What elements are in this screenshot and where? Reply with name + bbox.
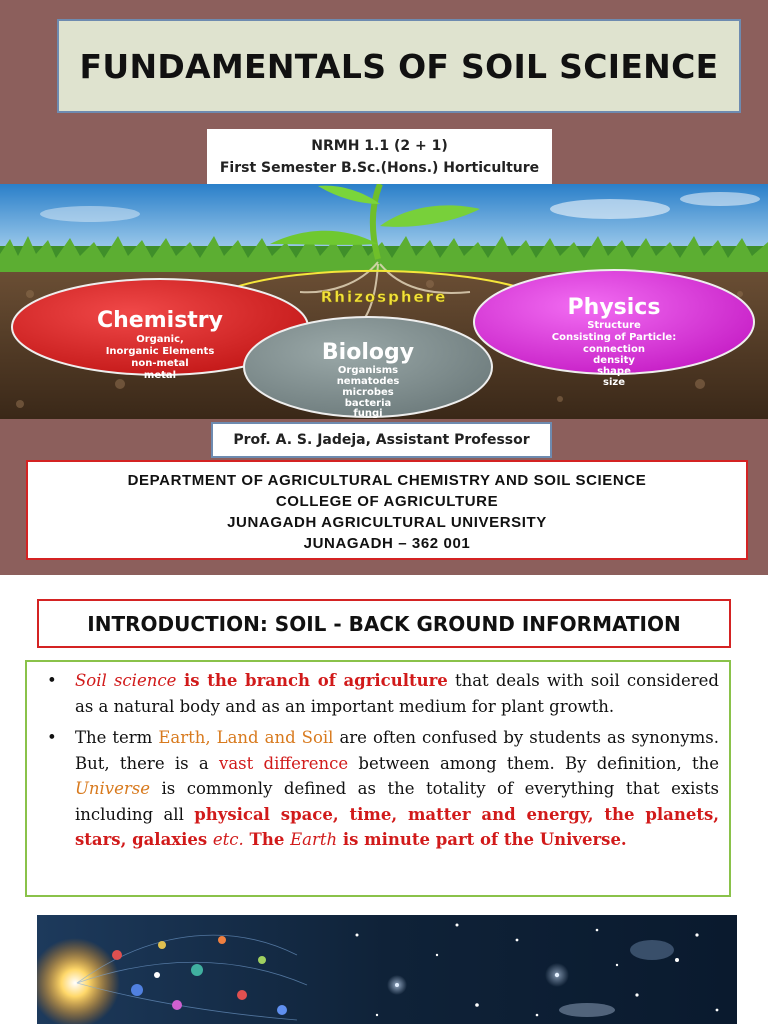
introduction-heading: INTRODUCTION: SOIL - BACK GROUND INFORMATION [87,611,681,636]
text-span: is commonly defined as the totality of everything that exists including all [75,779,719,824]
physics-line: Structure [587,320,641,331]
physics-line: density [593,355,635,366]
department-line: DEPARTMENT OF AGRICULTURAL CHEMISTRY AND SOIL SCIENCE [127,472,647,489]
text-span: physical space, time, matter and energy, the planets, stars, galaxies [75,804,719,849]
physics-line: Consisting of Particle: [551,332,677,343]
chemistry-line: metal [143,370,177,381]
soil-diagram-image [0,184,768,419]
text-span: Earth [290,830,338,849]
author-box [211,422,552,458]
biology-line: Organisms [337,365,399,376]
text-span: Earth, Land and Soil [158,728,334,747]
text-span: etc. [212,830,244,849]
bullet-marker: • [47,671,57,690]
physics-line: connection [583,344,645,355]
chemistry-title: Chemistry [97,308,223,333]
bullet-item [47,725,719,853]
text-span: Soil science [75,671,177,690]
physics-title: Physics [567,295,661,320]
chemistry-line: Organic, [136,334,184,345]
text-span: The [243,830,291,849]
bullet-item [47,668,719,719]
text-span: between among them. By definition, the [348,753,719,773]
bullet-marker: • [47,728,57,747]
chemistry-line: non-metal [131,358,189,369]
course-box [207,129,552,186]
text-span: is the branch of agriculture [176,671,448,690]
text-span: are often confused by students as synonyms. But, there is a [75,728,719,773]
text-span: vast difference [219,753,349,773]
page-title: FUNDAMENTALS OF SOIL SCIENCE [79,46,719,86]
department-box [26,460,748,560]
chemistry-line: Inorganic Elements [105,346,215,357]
department-line: COLLEGE OF AGRICULTURE [275,493,499,510]
biology-line: fungi [353,408,383,419]
author-name: Prof. A. S. Jadeja, Assistant Professor [233,432,530,448]
physics-line: shape [597,366,631,377]
department-line: JUNAGADH – 362 001 [303,535,471,552]
course-description: First Semester B.Sc.(Hons.) Horticulture [219,160,540,176]
introduction-slide [0,575,768,1024]
biology-title: Biology [321,340,415,365]
course-code: NRMH 1.1 (2 + 1) [311,138,448,154]
text-span: is minute part of the Universe. [337,830,627,849]
text-span: The term [75,728,159,747]
department-line: JUNAGADH AGRICULTURAL UNIVERSITY [227,514,547,531]
title-box [57,19,741,113]
text-span: that deals with soil considered as a natural body and as an important medium for plant growth. [75,671,719,716]
biology-line: nematodes [336,376,400,387]
introduction-heading-box [37,599,731,648]
biology-line: microbes [342,387,394,398]
universe-image [37,915,737,1024]
physics-line: size [603,377,625,388]
soil-diagram-svg [0,184,768,419]
introduction-content [25,660,731,897]
biology-line: bacteria [344,398,392,409]
text-span: Universe [75,779,151,798]
universe-svg [37,915,737,1024]
rhizosphere-label: Rhizosphere [320,288,448,306]
